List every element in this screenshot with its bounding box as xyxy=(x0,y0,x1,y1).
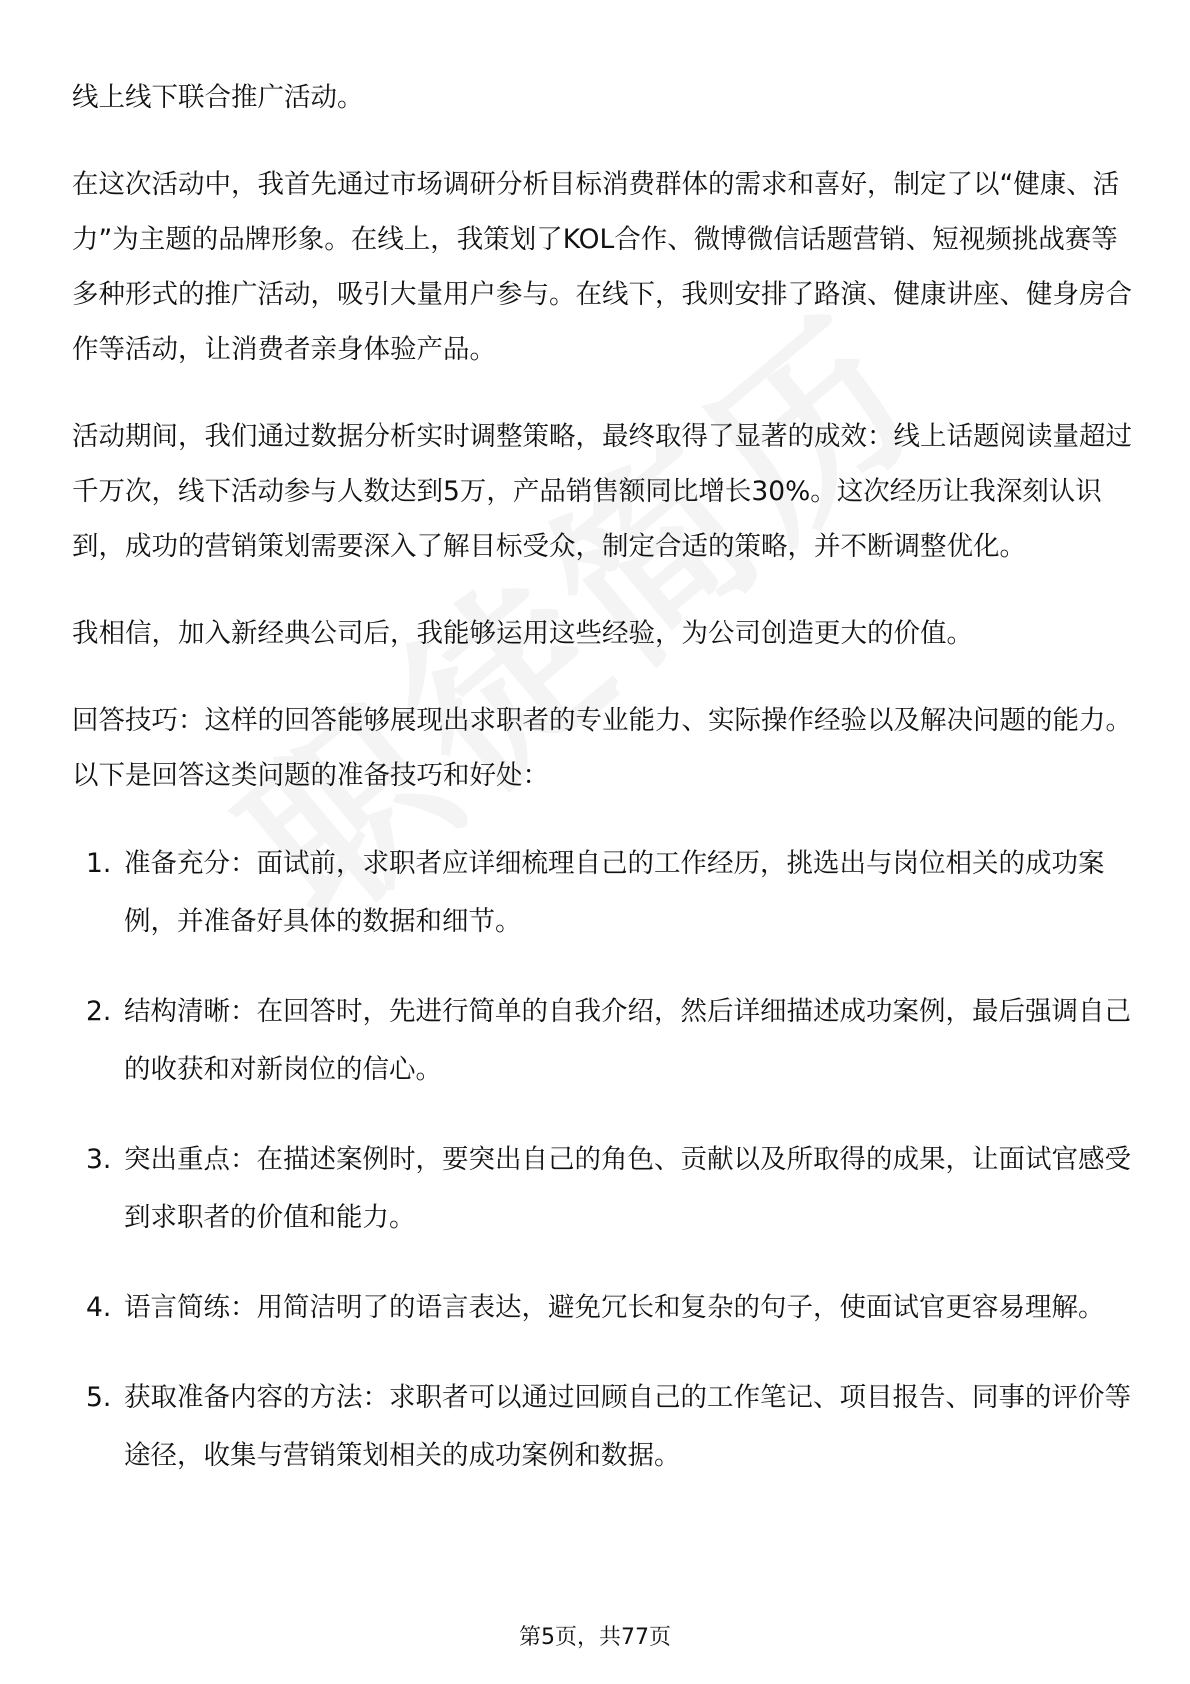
document-body xyxy=(72,70,1132,1517)
list-item-text: 突出重点：在描述案例时，要突出自己的角色、贡献以及所取得的成果，让面试官感受到求职者的价值和能力。 xyxy=(124,1144,1131,1233)
page-number: 第5页，共77页 xyxy=(519,1625,671,1650)
list-item-text: 获取准备内容的方法：求职者可以通过回顾自己的工作笔记、项目报告、同事的评价等途径，收集与营销策划相关的成功案例和数据。 xyxy=(124,1382,1131,1471)
paragraph: 我相信，加入新经典公司后，我能够运用这些经验，为公司创造更大的价值。 xyxy=(72,618,973,649)
paragraph: 活动期间，我们通过数据分析实时调整策略，最终取得了显著的成效：线上话题阅读量超过千万次，线下活动参与人数达到5万，产品销售额同比增长30%。这次经历让我深刻认识到，成功的营销策划需要深入了解目标受众，制定合适的策略，并不断调整优化。 xyxy=(72,421,1132,562)
list-item xyxy=(72,1279,1132,1337)
paragraph: 线上线下联合推广活动。 xyxy=(72,82,364,113)
list-item-text: 语言简练：用简洁明了的语言表达，避免冗长和复杂的句子，使面试官更容易理解。 xyxy=(124,1292,1105,1323)
list-item-text: 准备充分：面试前，求职者应详细梳理自己的工作经历，挑选出与岗位相关的成功案例，并准备好具体的数据和细节。 xyxy=(124,848,1105,937)
list-number: 2. xyxy=(86,996,112,1027)
list-item xyxy=(72,983,1132,1099)
paragraph: 回答技巧：这样的回答能够展现出求职者的专业能力、实际操作经验以及解决问题的能力。以下是回答这类问题的准备技巧和好处： xyxy=(72,705,1132,791)
list-number: 3. xyxy=(86,1144,112,1175)
list-number: 4. xyxy=(86,1292,112,1323)
list-number: 5. xyxy=(86,1382,112,1413)
list-item-text: 结构清晰：在回答时，先进行简单的自我介绍，然后详细描述成功案例，最后强调自己的收获和对新岗位的信心。 xyxy=(124,996,1131,1085)
list-item xyxy=(72,835,1132,951)
list-number: 1. xyxy=(86,848,112,879)
tips-list xyxy=(72,835,1132,1485)
list-item xyxy=(72,1131,1132,1247)
list-item xyxy=(72,1369,1132,1485)
paragraph: 在这次活动中，我首先通过市场调研分析目标消费群体的需求和喜好，制定了以“健康、活力”为主题的品牌形象。在线上，我策划了KOL合作、微博微信话题营销、短视频挑战赛等多种形式的推广活动，吸引大量用户参与。在线下，我则安排了路演、健康讲座、健身房合作等活动，让消费者亲身体验产品。 xyxy=(72,169,1132,365)
